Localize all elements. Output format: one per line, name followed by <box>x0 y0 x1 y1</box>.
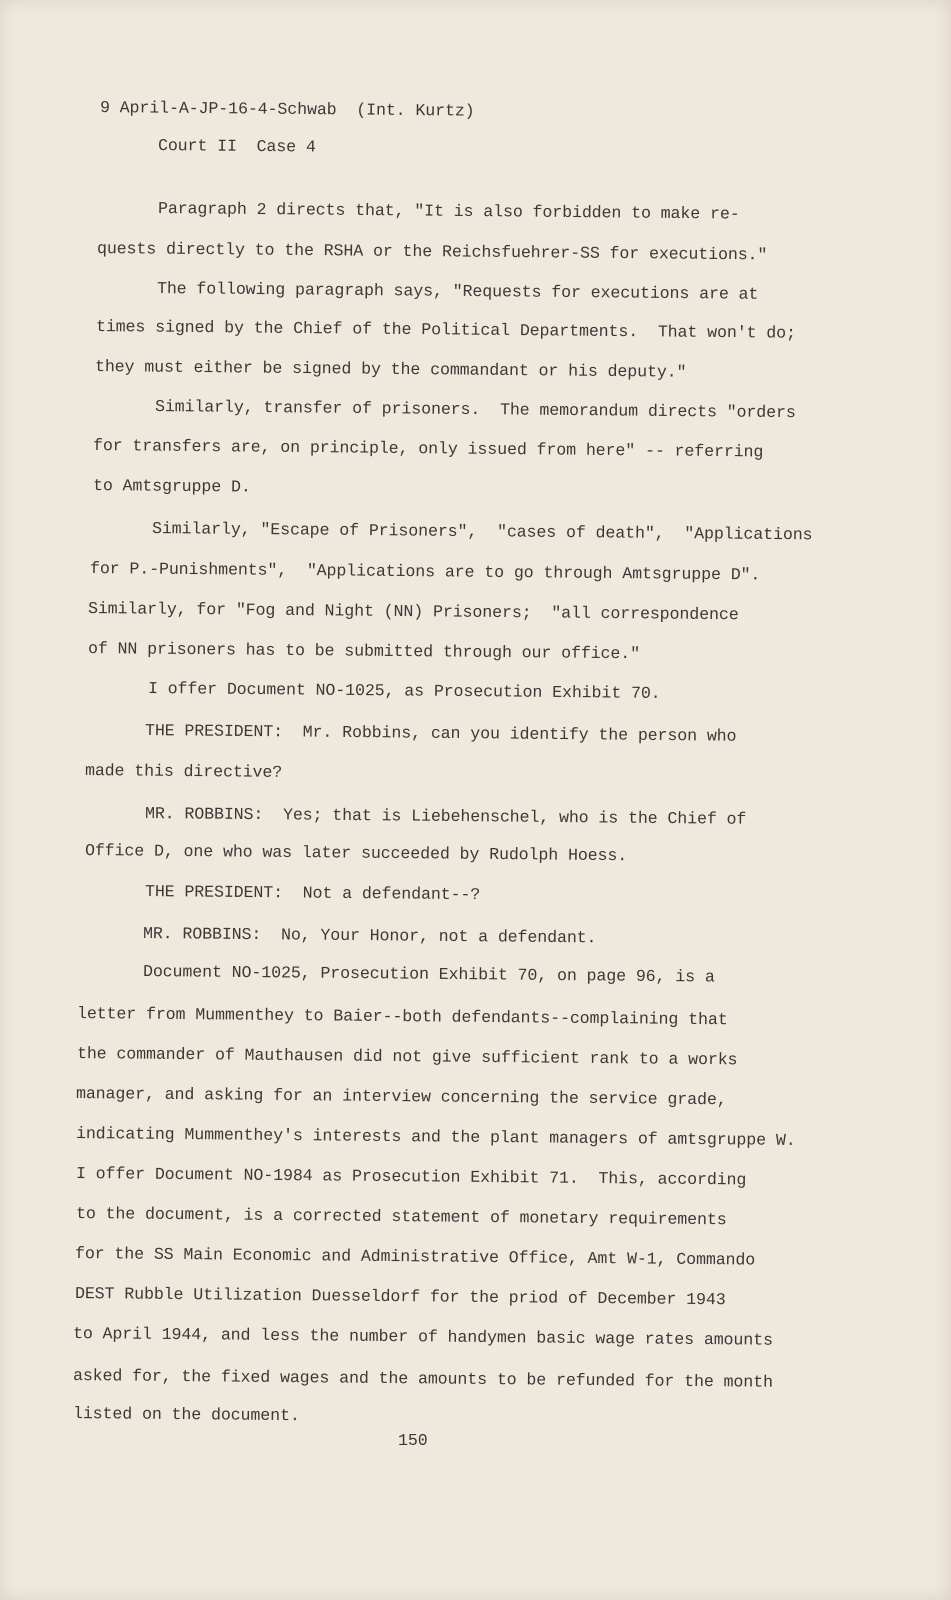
text-line: listed on the document. <box>72 1404 300 1426</box>
text-line: Similarly, "Escape of Prisoners", "cases of death", "Applications <box>151 519 813 545</box>
text-line: of NN prisoners has to be submitted through our office." <box>87 639 641 664</box>
court-case-label: Court II Case 4 <box>157 136 316 157</box>
text-line: for P.-Punishments", "Applications are to go through Amtsgruppe D". <box>89 559 761 585</box>
text-line: Similarly, transfer of prisoners. The memorandum directs "orders <box>154 397 796 423</box>
text-line: for the SS Main Economic and Administrative Office, Amt W-1, Commando <box>74 1244 756 1270</box>
text-line: the commander of Mauthausen did not give sufficient rank to a works <box>76 1044 738 1070</box>
transcript-slug: 9 April-A-JP-16-4-Schwab (Int. Kurtz) <box>99 98 475 121</box>
text-line: Document NO-1025, Prosecution Exhibit 70, on page 96, is a <box>142 962 715 987</box>
text-line: made this directive? <box>84 761 283 782</box>
text-line: times signed by the Chief of the Political Departments. That won't do; <box>95 317 796 343</box>
text-line: asked for, the fixed wages and the amounts to be refunded for the month <box>72 1366 773 1392</box>
text-line: they must either be signed by the commandant or his deputy." <box>94 357 687 382</box>
text-line: to Amtsgruppe D. <box>92 476 251 497</box>
text-line: MR. ROBBINS: Yes; that is Liebehenschel, who is the Chief of <box>144 804 747 829</box>
text-line: quests directly to the RSHA or the Reichsfuehrer-SS for executions." <box>96 239 768 265</box>
page-number: 150 <box>398 1431 428 1450</box>
text-line: DEST Rubble Utilization Duesseldorf for the priod of December 1943 <box>74 1284 726 1310</box>
text-line: The following paragraph says, "Requests for executions are at <box>156 279 759 304</box>
text-line: Paragraph 2 directs that, "It is also forbidden to make re- <box>157 199 740 224</box>
text-line: MR. ROBBINS: No, Your Honor, not a defendant. <box>142 924 597 948</box>
text-line: THE PRESIDENT: Not a defendant--? <box>144 882 481 905</box>
text-line: Office D, one who was later succeeded by Rudolph Hoess. <box>84 841 628 866</box>
text-line: I offer Document NO-1984 as Prosecution Exhibit 71. This, according <box>75 1164 747 1190</box>
text-line: to the document, is a corrected statement of monetary requirements <box>75 1204 727 1230</box>
text-line: THE PRESIDENT: Mr. Robbins, can you identify the person who <box>144 721 737 746</box>
text-line: I offer Document NO-1025, as Prosecution Exhibit 70. <box>147 679 661 703</box>
text-line: manager, and asking for an interview concerning the service grade, <box>75 1084 727 1110</box>
text-line: to April 1944, and less the number of handymen basic wage rates amounts <box>72 1324 773 1350</box>
text-line: for transfers are, on principle, only issued from here" -- referring <box>92 436 764 462</box>
text-line: indicating Mummenthey's interests and the plant managers of amtsgruppe W. <box>75 1124 796 1150</box>
text-line: letter from Mummenthey to Baier--both defendants--complaining that <box>76 1004 728 1030</box>
text-line: Similarly, for "Fog and Night (NN) Prisoners; "all correspondence <box>87 599 739 625</box>
